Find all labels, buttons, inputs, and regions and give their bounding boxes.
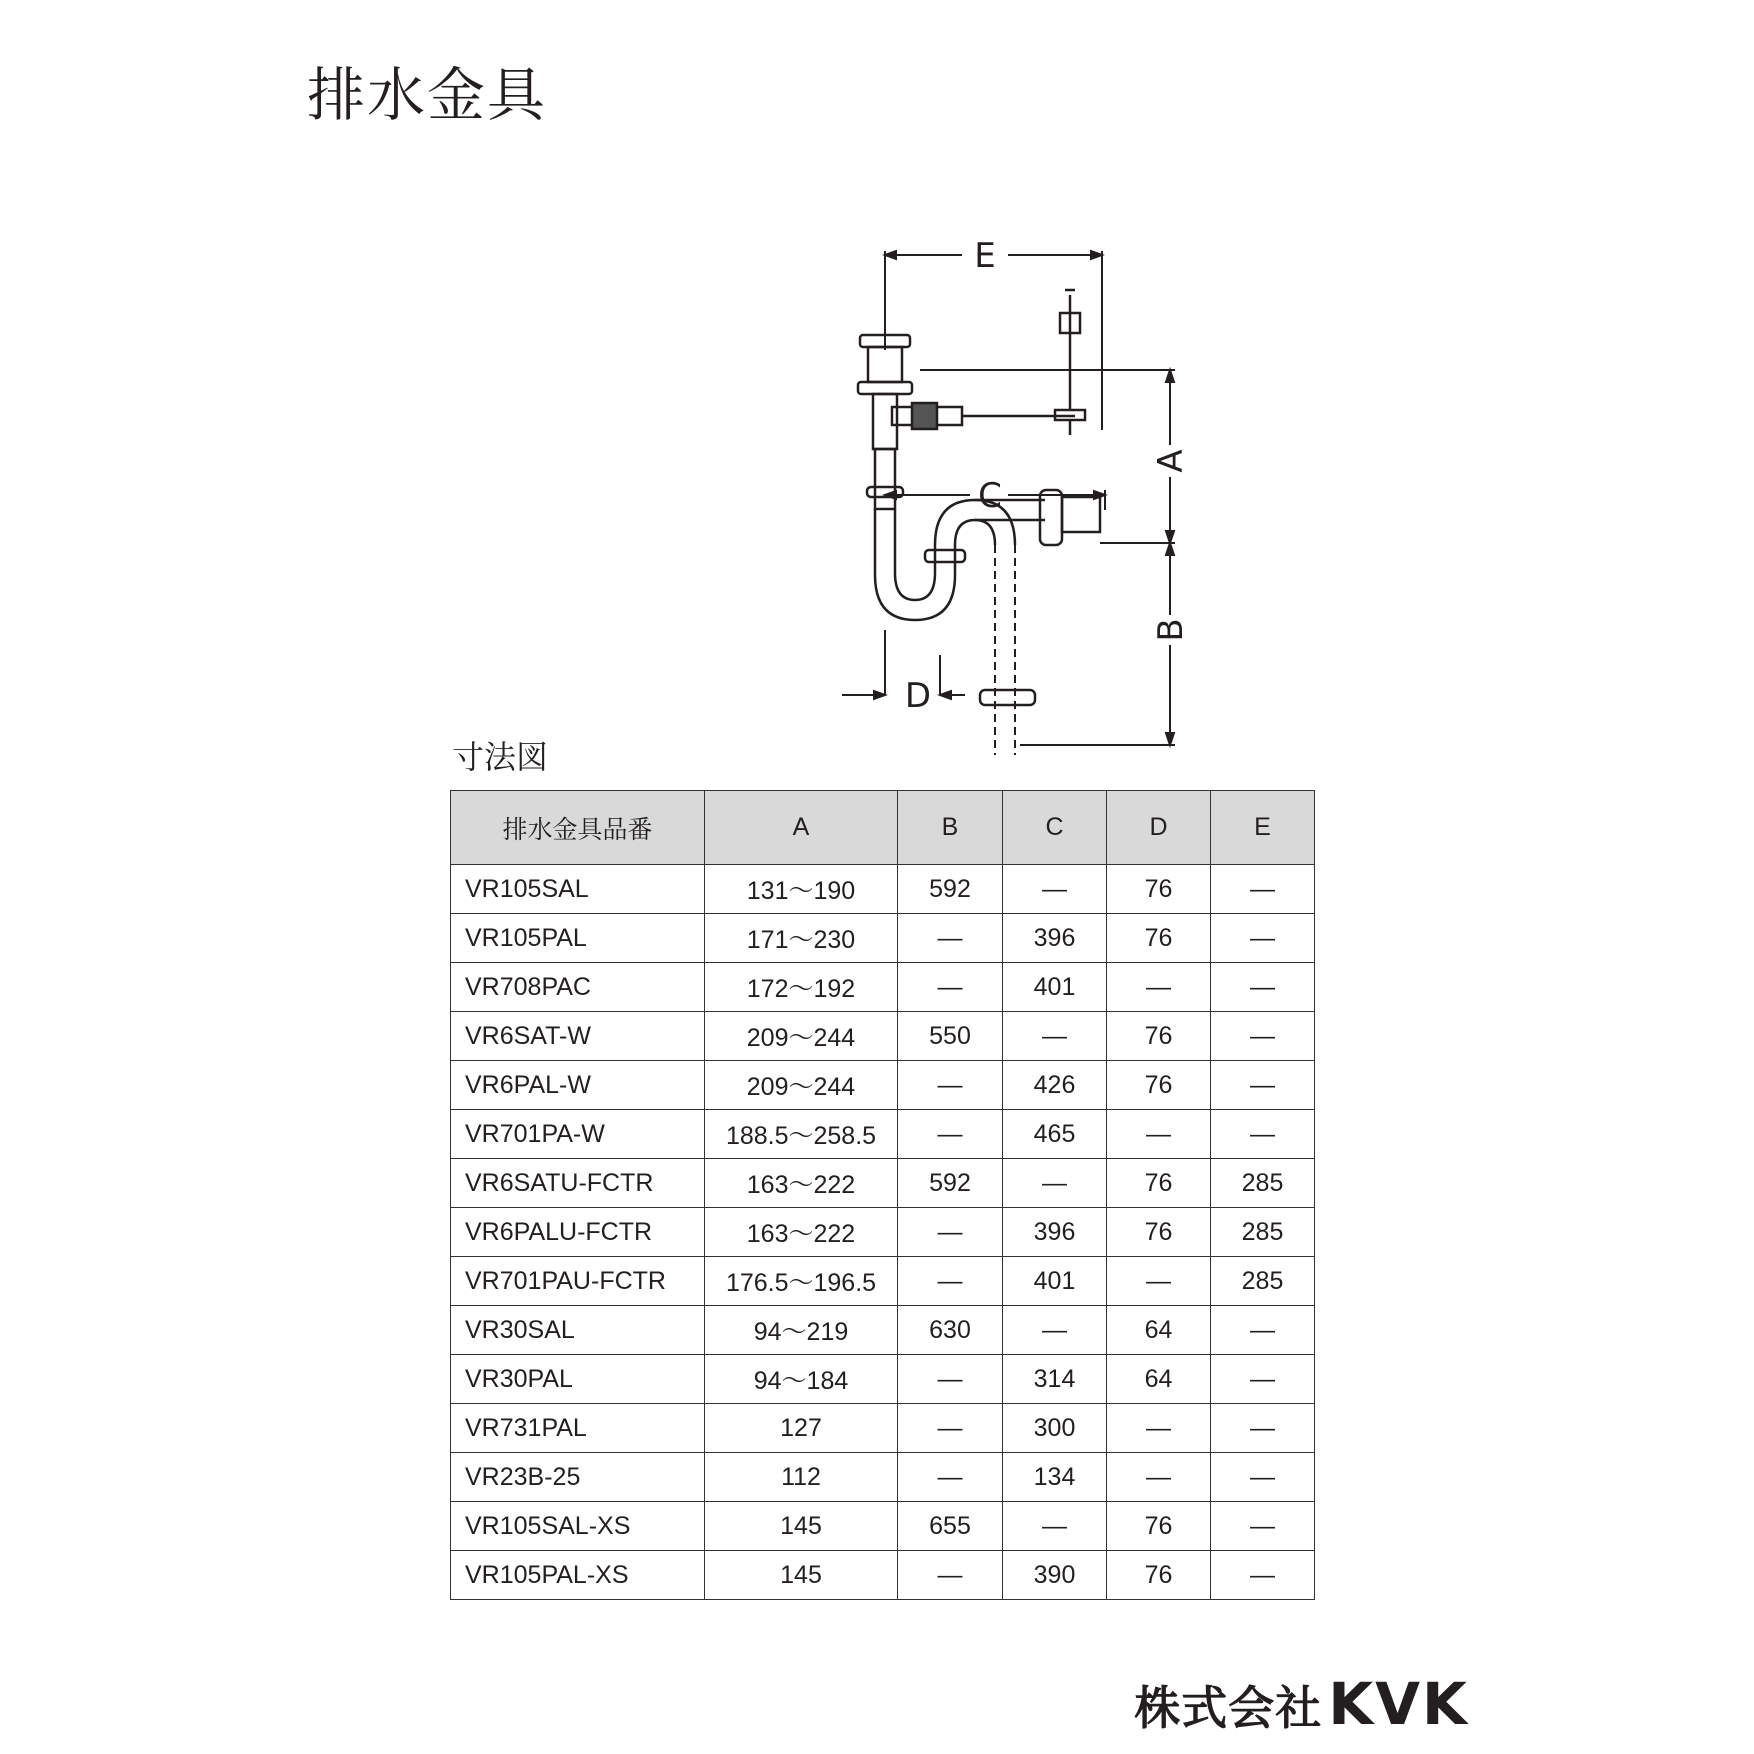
dimension-table <box>450 790 1315 1600</box>
cell-c: 314 <box>1003 1355 1107 1404</box>
cell-e: — <box>1211 1502 1315 1551</box>
cell-e: — <box>1211 865 1315 914</box>
cell-b: 550 <box>898 1012 1003 1061</box>
table-row <box>451 1257 1315 1306</box>
cell-d: 76 <box>1107 1208 1211 1257</box>
cell-c: 396 <box>1003 914 1107 963</box>
cell-e: 285 <box>1211 1159 1315 1208</box>
cell-d: 76 <box>1107 914 1211 963</box>
cell-e: — <box>1211 1404 1315 1453</box>
cell-b: — <box>898 1453 1003 1502</box>
table-row <box>451 1306 1315 1355</box>
cell-a: 131～190 <box>705 865 898 914</box>
cell-a: 145 <box>705 1502 898 1551</box>
cell-a: 176.5～196.5 <box>705 1257 898 1306</box>
cell-model: VR6PALU-FCTR <box>451 1208 705 1257</box>
cell-e: — <box>1211 1306 1315 1355</box>
kvk-logo: KVK <box>1328 1670 1469 1738</box>
cell-b: — <box>898 1110 1003 1159</box>
cell-c: 300 <box>1003 1404 1107 1453</box>
cell-e: — <box>1211 963 1315 1012</box>
table-row <box>451 1404 1315 1453</box>
cell-b: — <box>898 1257 1003 1306</box>
cell-b: 630 <box>898 1306 1003 1355</box>
cell-a: 112 <box>705 1453 898 1502</box>
cell-d: 76 <box>1107 1159 1211 1208</box>
cell-e: 285 <box>1211 1208 1315 1257</box>
column-header-a: A <box>705 791 898 865</box>
cell-c: — <box>1003 865 1107 914</box>
cell-model: VR30PAL <box>451 1355 705 1404</box>
cell-d: 64 <box>1107 1355 1211 1404</box>
table-row <box>451 963 1315 1012</box>
cell-b: — <box>898 1404 1003 1453</box>
table-row <box>451 1061 1315 1110</box>
cell-a: 94～219 <box>705 1306 898 1355</box>
cell-c: — <box>1003 1502 1107 1551</box>
cell-c: 390 <box>1003 1551 1107 1600</box>
cell-model: VR6PAL-W <box>451 1061 705 1110</box>
column-header-b: B <box>898 791 1003 865</box>
table-row <box>451 1110 1315 1159</box>
dimension-label-c: C <box>978 476 1002 516</box>
cell-d: — <box>1107 963 1211 1012</box>
cell-d: 76 <box>1107 1012 1211 1061</box>
cell-e: — <box>1211 1551 1315 1600</box>
cell-d: — <box>1107 1404 1211 1453</box>
table-row <box>451 1208 1315 1257</box>
cell-a: 171～230 <box>705 914 898 963</box>
table-body <box>451 865 1315 1600</box>
dimension-label-e: E <box>974 236 996 276</box>
cell-c: — <box>1003 1306 1107 1355</box>
cell-e: — <box>1211 1355 1315 1404</box>
table-header-row <box>451 791 1315 865</box>
drain-fitting-dimension-diagram <box>830 235 1210 765</box>
cell-d: — <box>1107 1110 1211 1159</box>
cell-a: 163～222 <box>705 1208 898 1257</box>
cell-d: 76 <box>1107 1551 1211 1600</box>
cell-b: — <box>898 963 1003 1012</box>
cell-a: 209～244 <box>705 1012 898 1061</box>
cell-model: VR6SAT-W <box>451 1012 705 1061</box>
cell-model: VR105PAL-XS <box>451 1551 705 1600</box>
cell-a: 127 <box>705 1404 898 1453</box>
cell-b: 592 <box>898 1159 1003 1208</box>
cell-a: 172～192 <box>705 963 898 1012</box>
cell-c: 465 <box>1003 1110 1107 1159</box>
company-brand <box>1134 1670 1469 1738</box>
table-row <box>451 1355 1315 1404</box>
cell-b: — <box>898 914 1003 963</box>
table-row <box>451 1012 1315 1061</box>
cell-c: 134 <box>1003 1453 1107 1502</box>
cell-model: VR6SATU-FCTR <box>451 1159 705 1208</box>
cell-d: 76 <box>1107 1061 1211 1110</box>
cell-e: — <box>1211 1061 1315 1110</box>
cell-model: VR105SAL <box>451 865 705 914</box>
cell-c: — <box>1003 1012 1107 1061</box>
cell-a: 188.5～258.5 <box>705 1110 898 1159</box>
table-row <box>451 1551 1315 1600</box>
cell-b: — <box>898 1061 1003 1110</box>
cell-a: 145 <box>705 1551 898 1600</box>
cell-a: 209～244 <box>705 1061 898 1110</box>
column-header-d: D <box>1107 791 1211 865</box>
cell-b: 592 <box>898 865 1003 914</box>
cell-e: — <box>1211 1012 1315 1061</box>
table-row <box>451 1453 1315 1502</box>
cell-d: — <box>1107 1257 1211 1306</box>
table-row <box>451 1159 1315 1208</box>
cell-model: VR701PA-W <box>451 1110 705 1159</box>
cell-d: 76 <box>1107 865 1211 914</box>
dimension-label-a: A <box>1151 449 1191 473</box>
cell-model: VR30SAL <box>451 1306 705 1355</box>
cell-c: 426 <box>1003 1061 1107 1110</box>
cell-d: 76 <box>1107 1502 1211 1551</box>
page-title: 排水金具 <box>307 61 548 129</box>
cell-e: 285 <box>1211 1257 1315 1306</box>
cell-e: — <box>1211 1453 1315 1502</box>
cell-b: — <box>898 1208 1003 1257</box>
cell-b: — <box>898 1355 1003 1404</box>
cell-d: — <box>1107 1453 1211 1502</box>
cell-a: 94～184 <box>705 1355 898 1404</box>
column-header-c: C <box>1003 791 1107 865</box>
cell-model: VR105PAL <box>451 914 705 963</box>
cell-model: VR708PAC <box>451 963 705 1012</box>
cell-e: — <box>1211 1110 1315 1159</box>
cell-c: 396 <box>1003 1208 1107 1257</box>
company-name: 株式会社 <box>1134 1681 1323 1735</box>
cell-c: 401 <box>1003 1257 1107 1306</box>
cell-c: — <box>1003 1159 1107 1208</box>
cell-b: 655 <box>898 1502 1003 1551</box>
cell-c: 401 <box>1003 963 1107 1012</box>
table-row <box>451 865 1315 914</box>
column-header-e: E <box>1211 791 1315 865</box>
cell-model: VR105SAL-XS <box>451 1502 705 1551</box>
dimension-label-d: D <box>904 676 932 716</box>
cell-a: 163～222 <box>705 1159 898 1208</box>
cell-d: 64 <box>1107 1306 1211 1355</box>
cell-model: VR701PAU-FCTR <box>451 1257 705 1306</box>
cell-b: — <box>898 1551 1003 1600</box>
table-row <box>451 1502 1315 1551</box>
table-caption: 寸法図 <box>452 738 549 776</box>
cell-model: VR731PAL <box>451 1404 705 1453</box>
column-header-model: 排水金具品番 <box>451 791 705 865</box>
cell-model: VR23B-25 <box>451 1453 705 1502</box>
cell-e: — <box>1211 914 1315 963</box>
table-row <box>451 914 1315 963</box>
dimension-label-b: B <box>1151 618 1191 642</box>
